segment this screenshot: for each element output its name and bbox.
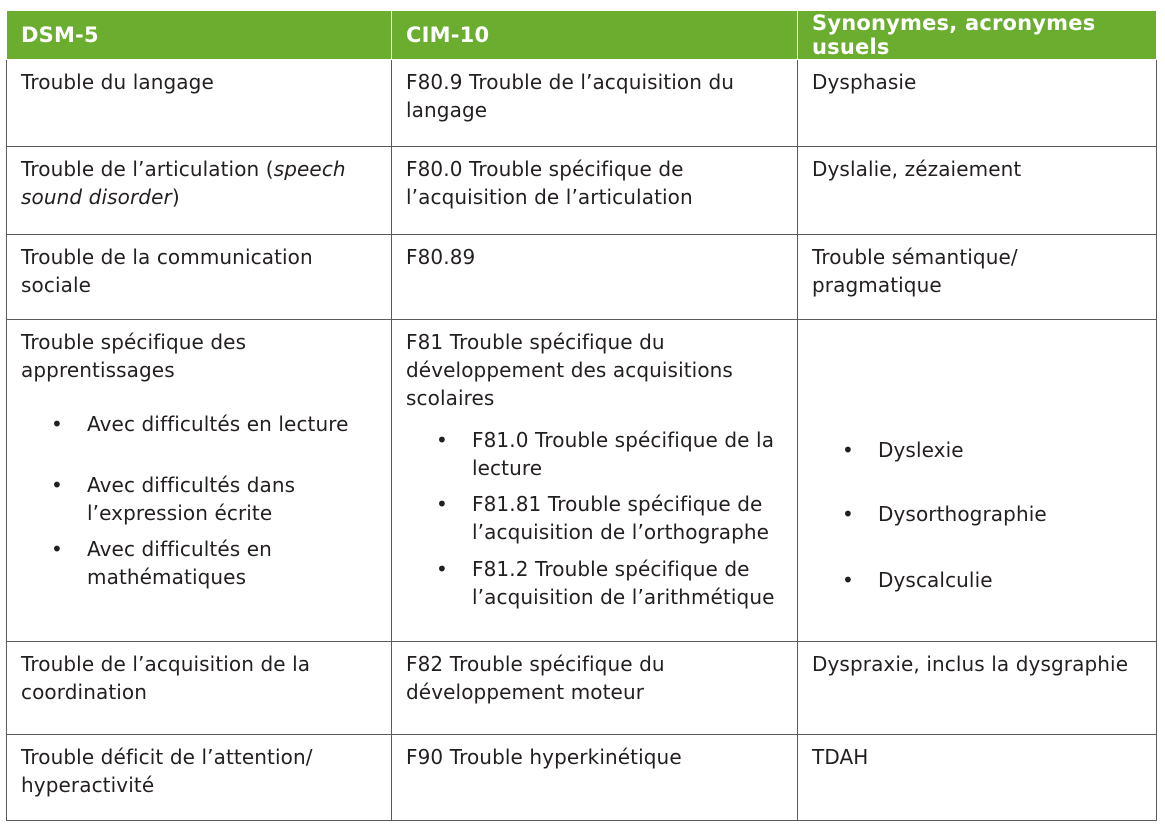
- dsm5-text: Trouble de l’acquisition de la coordination: [21, 652, 311, 704]
- bullet-icon: •: [842, 438, 854, 462]
- table-row: [7, 735, 1157, 821]
- dsm5-bullet-list: [21, 410, 379, 591]
- table-row: [7, 235, 1157, 320]
- table-row: [7, 642, 1157, 735]
- synonyms-text: TDAH: [812, 745, 869, 769]
- synonyms-text: Dyslalie, zézaiement: [812, 157, 1022, 181]
- synonyms-bullet-list: [812, 436, 1144, 594]
- synonyms-text: Trouble sémantique/ pragmatique: [812, 245, 1018, 297]
- dsm5-cell: [7, 735, 392, 821]
- dsm5-text: Trouble spécifique des apprentissages: [21, 330, 247, 382]
- cim10-cell: [392, 735, 798, 821]
- list-item-text: Avec difficultés dans l’expression écrite: [87, 473, 296, 525]
- dsm5-cell: [7, 235, 392, 320]
- dsm5-text: Trouble du langage: [21, 70, 214, 94]
- list-item: [406, 426, 785, 482]
- bullet-icon: •: [51, 412, 63, 436]
- list-item-text: Avec difficultés en lecture: [87, 412, 349, 436]
- table-row: [7, 60, 1157, 147]
- dsm5-text-italic: speech sound disorder: [21, 157, 346, 209]
- cim10-text: F80.9 Trouble de l’acquisition du langage: [406, 70, 735, 122]
- synonyms-text: Dyspraxie, inclus la dysgraphie: [812, 652, 1129, 676]
- cim10-text: F90 Trouble hyperkinétique: [406, 745, 682, 769]
- list-item: [21, 410, 379, 438]
- list-item: [812, 566, 1144, 594]
- list-item-text: F81.81 Trouble spécifique de l’acquisition de l’orthographe: [472, 492, 770, 544]
- bullet-icon: •: [842, 502, 854, 526]
- bullet-icon: •: [436, 492, 448, 516]
- list-item: [21, 535, 379, 591]
- dsm5-cell: [7, 147, 392, 235]
- list-item-text: Dyscalculie: [878, 568, 993, 592]
- table-row: [7, 320, 1157, 642]
- dsm5-cell: [7, 642, 392, 735]
- cim10-text: F81 Trouble spécifique du développement des acquisitions scolaires: [406, 330, 733, 410]
- cim10-cell: [392, 642, 798, 735]
- cim10-text: F80.89: [406, 245, 476, 269]
- list-item: [812, 436, 1144, 464]
- dsm5-text: Trouble déficit de l’attention/ hyperactivité: [21, 745, 313, 797]
- dsm5-text: [21, 155, 379, 211]
- synonyms-cell: [798, 735, 1157, 821]
- classification-table: [6, 10, 1157, 821]
- dsm5-cell: [7, 60, 392, 147]
- bullet-icon: •: [842, 568, 854, 592]
- cim10-cell: [392, 320, 798, 642]
- header-row: [7, 11, 1157, 60]
- synonyms-text: Dysphasie: [812, 70, 917, 94]
- header-cim10: CIM-10: [392, 11, 798, 60]
- cim10-text: F82 Trouble spécifique du développement moteur: [406, 652, 665, 704]
- list-item: [21, 471, 379, 527]
- list-item: [406, 555, 785, 611]
- bullet-icon: •: [436, 428, 448, 452]
- synonyms-cell: [798, 147, 1157, 235]
- synonyms-cell: [798, 642, 1157, 735]
- bullet-icon: •: [436, 557, 448, 581]
- dsm5-text-start: Trouble de l’articulation (: [21, 157, 274, 181]
- cim10-bullet-list: [406, 426, 785, 611]
- list-item-text: F81.0 Trouble spécifique de la lecture: [472, 428, 775, 480]
- dsm5-cell: [7, 320, 392, 642]
- header-dsm5: DSM-5: [7, 11, 392, 60]
- cim10-cell: [392, 147, 798, 235]
- dsm5-text-end: ): [171, 185, 180, 209]
- list-item: [812, 500, 1144, 528]
- cim10-cell: [392, 60, 798, 147]
- synonyms-cell: [798, 320, 1157, 642]
- list-item-text: Avec difficultés en mathématiques: [87, 537, 272, 589]
- dsm5-text: Trouble de la communication sociale: [21, 245, 313, 297]
- header-synonyms: Synonymes, acronymes usuels: [798, 11, 1157, 60]
- cim10-text: F80.0 Trouble spécifique de l’acquisition de l’articulation: [406, 157, 693, 209]
- list-item-text: Dysorthographie: [878, 502, 1047, 526]
- list-item-text: Dyslexie: [878, 438, 964, 462]
- table-row: [7, 147, 1157, 235]
- bullet-icon: •: [51, 473, 63, 497]
- synonyms-cell: [798, 235, 1157, 320]
- cim10-cell: [392, 235, 798, 320]
- bullet-icon: •: [51, 537, 63, 561]
- list-item: [406, 490, 785, 546]
- list-item-text: F81.2 Trouble spécifique de l’acquisition de l’arithmétique: [472, 557, 775, 609]
- synonyms-cell: [798, 60, 1157, 147]
